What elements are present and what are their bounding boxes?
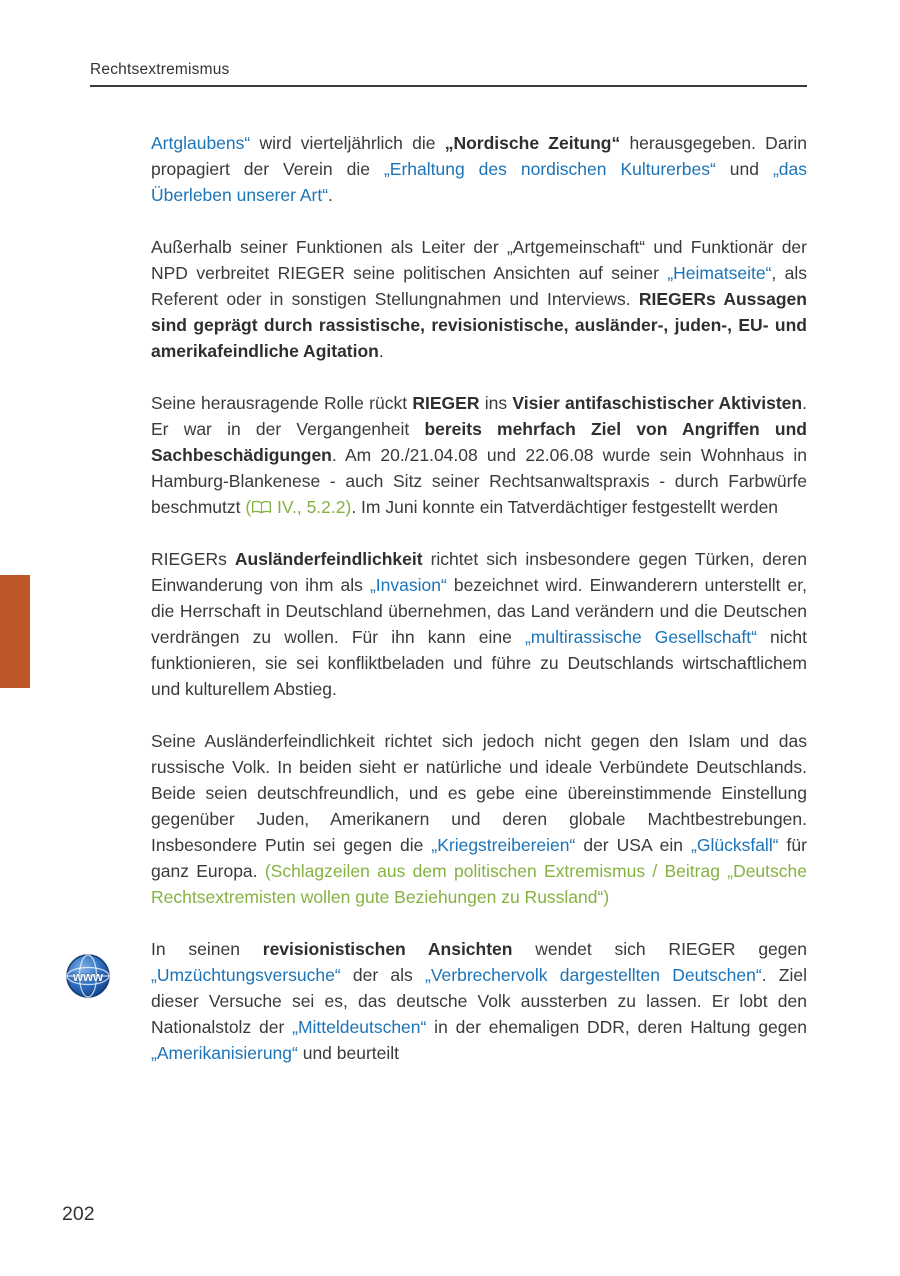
quotation-text: „Glücksfall“ — [691, 835, 779, 855]
www-icon-label: www — [72, 969, 104, 984]
quotation-text: „das Überleben unserer Art“ — [151, 159, 807, 205]
book-icon[interactable] — [251, 497, 272, 517]
text-run: RIEGERs — [151, 549, 235, 569]
text-run: richtet sich insbesondere gegen Türken, deren Einwanderung von ihm als — [151, 549, 807, 595]
emphasis-text: RIEGER — [412, 393, 480, 413]
text-run: und beurteilt — [297, 1043, 400, 1063]
reference-text[interactable]: (Schlagzeilen aus dem politischen Extremismus / Beitrag „Deutsche Rechtsextremisten wollen gute Beziehungen zu Russland“) — [151, 861, 807, 907]
reference-text[interactable]: IV., 5.2.2) — [272, 497, 352, 517]
page-number: 202 — [62, 1203, 95, 1225]
quotation-text: „Erhaltung des nordischen Kulturerbes“ — [383, 159, 716, 179]
paragraph — [151, 130, 807, 208]
paragraph — [151, 546, 807, 702]
paragraph — [151, 234, 807, 364]
text-run: Seine herausragende Rolle rückt — [151, 393, 413, 413]
emphasis-text: Visier antifaschistischer Aktivisten — [512, 393, 803, 413]
quotation-text: „Invasion“ — [369, 575, 447, 595]
emphasis-text: RIEGERs Aussagen sind geprägt durch rassistische, revisionistische, ausländer-, juden-, EU- und amerikafeindliche Agitation — [151, 289, 807, 361]
paragraph — [151, 936, 807, 1066]
emphasis-text: bereits mehrfach Ziel von Angriffen und Sachbeschädigungen — [151, 419, 807, 465]
margin-tab — [0, 575, 30, 688]
text-run: in der ehemaligen DDR, deren Haltung gegen — [426, 1017, 807, 1037]
text-run: wird vierteljährlich die — [250, 133, 445, 153]
quotation-text: „Mitteldeutschen“ — [292, 1017, 427, 1037]
emphasis-text: revisionistischen Ansichten — [262, 939, 513, 959]
paragraph — [151, 390, 807, 520]
text-run: herausgegeben. Darin propagiert der Verein die — [151, 133, 807, 179]
quotation-text: „Heimatseite“ — [667, 263, 772, 283]
text-run: . Am 20./21.04.08 und 22.06.08 wurde sein Wohnhaus in Hamburg-Blankenese - auch Sitz seiner Rechtsanwaltspraxis - durch Farbwürfe beschmutzt — [151, 445, 807, 517]
quotation-text: „Kriegstreibereien“ — [431, 835, 576, 855]
quotation-text: Artglaubens“ — [151, 133, 251, 153]
emphasis-text: „Nordische Zeitung“ — [444, 133, 621, 153]
text-run: . Ziel dieser Versuche sei es, das deutsche Volk aussterben zu lassen. Er lobt den Nationalstolz der — [151, 965, 807, 1037]
body-text — [151, 130, 807, 1092]
text-run: ins — [479, 393, 513, 413]
text-run: In seinen — [151, 939, 263, 959]
paragraph — [151, 728, 807, 910]
reference-text[interactable]: ( — [245, 497, 252, 517]
www-globe-icon[interactable] — [65, 953, 111, 999]
text-run: . Er war in der Vergangenheit — [151, 393, 807, 439]
text-run: . — [328, 185, 333, 205]
text-run: Seine Ausländerfeindlichkeit richtet sich jedoch nicht gegen den Islam und das russische Volk. In beiden sieht er natürliche und ideale Verbündete Deutschlands. Beide seien deutschfreundlich, und es gebe eine übereinstimmende Einstellung gegenüber Juden, Amerikanern und deren globale Machtbestrebungen. Insbesondere Putin sei gegen die — [151, 731, 807, 855]
quotation-text: „Verbrechervolk dargestellten Deutschen“ — [425, 965, 762, 985]
text-run: Außerhalb seiner Funktionen als Leiter der „Artgemeinschaft“ und Funktionär der NPD verbreitet RIEGER seine politischen Ansichten auf seiner — [151, 237, 807, 283]
text-run: und — [715, 159, 773, 179]
text-run: , als Referent oder in sonstigen Stellungnahmen und Interviews. — [151, 263, 807, 309]
quotation-text: „Umzüchtungsversuche“ — [151, 965, 341, 985]
quotation-text: „Amerikanisierung“ — [151, 1043, 298, 1063]
text-run: nicht funktionieren, sie sei konfliktbeladen und führe zu Deutschlands wirtschaftlichem und kulturellem Abstieg. — [151, 627, 808, 699]
text-run: für ganz Europa. — [151, 835, 807, 881]
text-run: . Im Juni konnte ein Tatverdächtiger festgestellt werden — [351, 497, 779, 517]
page-header-title: Rechtsextremismus — [90, 61, 230, 78]
text-run: bezeichnet wird. Einwanderern unterstellt er, die Herrschaft in Deutschland übernehmen, das Land verändern und die Deutschen verdrängen zu wollen. Für ihn kann eine — [151, 575, 808, 647]
text-run: der USA ein — [575, 835, 692, 855]
text-run: wendet sich RIEGER gegen — [512, 939, 807, 959]
quotation-text: „multirassische Gesellschaft“ — [524, 627, 757, 647]
emphasis-text: Ausländerfeindlichkeit — [234, 549, 423, 569]
text-run: . — [378, 341, 384, 361]
header-rule — [90, 85, 807, 87]
text-run: der als — [340, 965, 425, 985]
